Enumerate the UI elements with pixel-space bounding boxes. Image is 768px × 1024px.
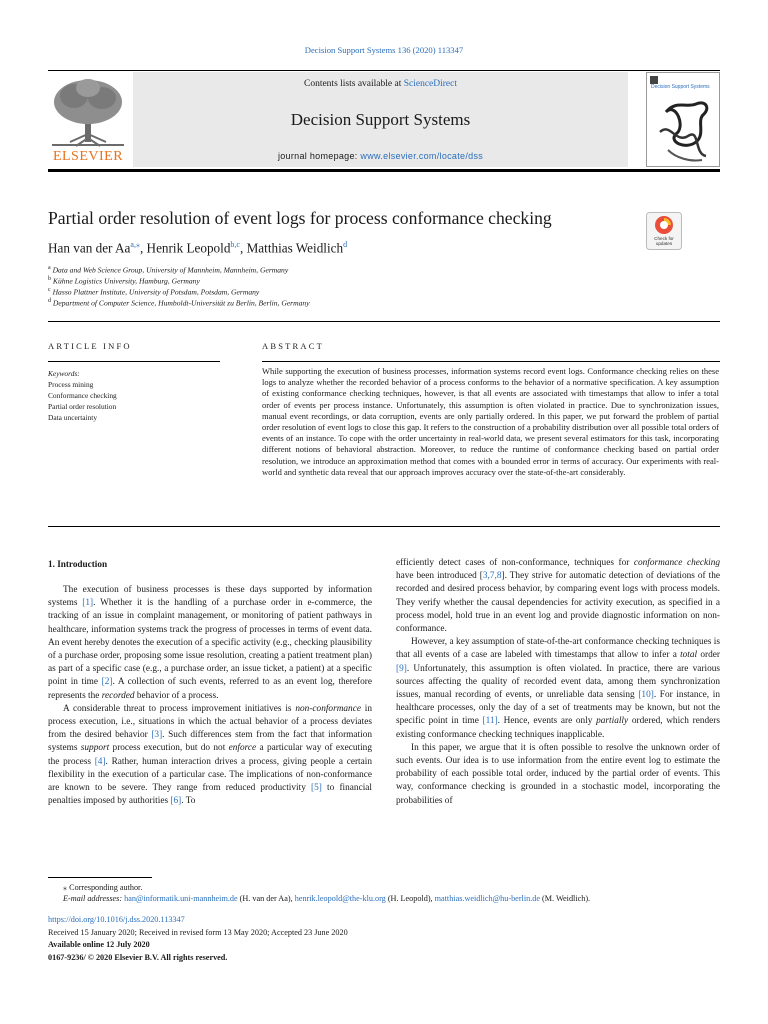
- citation-link[interactable]: [3]: [151, 730, 163, 741]
- citation-link[interactable]: [5]: [311, 783, 322, 794]
- affiliation-mark: b: [48, 276, 51, 282]
- author-affiliation-mark[interactable]: a,⁎: [130, 240, 140, 249]
- header-top-rule: [48, 70, 720, 71]
- affiliation-text: Department of Computer Science, Humboldt-Universität zu Berlin, Berlin, Germany: [52, 298, 310, 308]
- journal-homepage: [133, 151, 628, 161]
- affiliation-mark: a: [48, 265, 51, 271]
- sciencedirect-link[interactable]: ScienceDirect: [403, 79, 457, 89]
- emphasis-text: partially: [596, 716, 629, 727]
- emphasis-text: support: [80, 743, 110, 754]
- copyright-line: 0167-9236/ © 2020 Elsevier B.V. All rights reserved.: [48, 953, 228, 962]
- body-paragraph: A considerable threat to process improvement initiatives is non-conformance in process execution, i.e., situations in which the actual behavior of a process deviates from the desired behavior [3]. Such differences stem from the fact that information systems support process execution, but do not enforce a particular way of executing the process [4]. Rather, human interaction drives a process, giving people a certain flexibility in the execution of a particular case. The implications of non-conformance are known to be severe. They range from reduced productivity [5] to financial penalties imposed by authorities [6]. To: [48, 703, 372, 807]
- received-dates: Received 15 January 2020; Received in revised form 13 May 2020; Accepted 23 June 2020: [48, 928, 348, 937]
- elsevier-wordmark: ELSEVIER: [52, 149, 124, 164]
- emphasis-text: total: [680, 650, 698, 661]
- citation-link[interactable]: [10]: [638, 690, 654, 701]
- author-list: Han van der $Aa^{a,⁎}$, Henrik Leopold$^{b,c}$, Matthias Weidlich$^d$: [48, 240, 348, 256]
- citation-link[interactable]: [4]: [94, 756, 106, 767]
- email-addresses: [63, 894, 590, 903]
- keyword: Process mining: [48, 380, 94, 389]
- cover-title: Decision Support Systems: [651, 84, 710, 90]
- author-affiliation-mark[interactable]: b,c: [230, 240, 240, 249]
- citation-link[interactable]: [9]: [396, 663, 407, 674]
- abstract-text: While supporting the execution of business processes, information systems record event logs. Conformance checking relies on these logs to analyze whether the recorded behavior of a process conforms to the behavior of a normative specification. A key assumption of existing conformance checking techniques, however, is that all events are associated with timestamps that allow to infer a total order of events per process instance. Unfortunately, this assumption is often violated in practice. Due to synchronization issues, manual event recordings, or data corruption, events are only partially ordered. In this paper, we put forward the problem of partial order resolution of event logs to close this gap. It refers to the construction of a probability distribution over all possible total orders of events of an instance. To cope with the order uncertainty in real-world data, we present several estimators for this task, incorporating different notions of behavioral abstraction. Moreover, to reduce the runtime of conformance checking based on partial order resolution, we introduce an approximation method that comes with a bounded error in terms of accuracy. Our experiments with real-world and synthetic data reveal that our approach improves accuracy over the state-of-the-art considerably.: [262, 366, 720, 477]
- footnote-rule: [48, 877, 152, 878]
- keyword: Conformance checking: [48, 391, 117, 400]
- body-column-left: [48, 584, 372, 808]
- available-online: Available online 12 July 2020: [48, 940, 150, 949]
- citation-link[interactable]: [6]: [170, 796, 182, 807]
- homepage-prefix: journal homepage:: [277, 151, 358, 161]
- body-paragraph: In this paper, we argue that it is often possible to resolve the unknown order of such events. Our idea is to use information from the entire event log to estimate the probability of each possible total order, induced by the partial order of events. This way, conformance checking is grounded in a stochastic model, incorporating the probabilities of: [396, 742, 720, 806]
- author-affiliation-mark[interactable]: d: [343, 240, 348, 249]
- article-title: Partial order resolution of event logs for process conformance checking: [48, 208, 552, 228]
- affiliation-mark: c: [48, 287, 51, 293]
- email-owner: (H. Leopold),: [385, 894, 435, 903]
- article-info-rule: [48, 361, 220, 362]
- email-link[interactable]: henrik.leopold@the-klu.org: [294, 894, 386, 903]
- affiliation-text: Hasso Plattner Institute, University of Potsdam, Potsdam, Germany: [52, 287, 260, 297]
- body-paragraph: However, a key assumption of state-of-the-art conformance checking techniques is that all events of a case are labeled with timestamps that allow to infer a total order [9]. Unfortunately, this assumption is often violated. In practice, there are various sources affecting the quality of recorded event data, among them synchronization issues, manual recording of events, or unreliable data sensing [10]. For instance, in healthcare processes, only the day of a set of treatments may be known, but not the specific point in time [11]. Hence, events are only partially ordered, which renders existing conformance checking techniques inapplicable.: [396, 637, 720, 740]
- homepage-link[interactable]: www.elsevier.com/locate/dss: [360, 151, 484, 161]
- abstract-rule: [262, 361, 720, 362]
- citation-link[interactable]: [1]: [82, 598, 94, 609]
- contents-prefix: Contents lists available at: [303, 79, 402, 89]
- journal-name: Decision Support Systems: [290, 110, 471, 129]
- keyword: Partial order resolution: [48, 402, 117, 411]
- email-link[interactable]: han@informatik.uni-mannheim.de: [124, 894, 238, 903]
- emphasis-text: non-conformance: [295, 703, 361, 714]
- abstract-heading: ABSTRACT: [262, 341, 324, 351]
- header-bottom-rule: [48, 169, 720, 172]
- email-link[interactable]: matthias.weidlich@hu-berlin.de: [434, 894, 540, 903]
- affiliation-mark: d: [48, 298, 51, 304]
- citation-link[interactable]: [2]: [101, 677, 113, 688]
- article-info-heading: ARTICLE INFO: [48, 341, 132, 351]
- doi-link[interactable]: https://doi.org/10.1016/j.dss.2020.113347: [48, 915, 185, 924]
- author-name[interactable]: Henrik Leopold: [146, 240, 231, 256]
- emphasis-text: recorded: [101, 690, 135, 701]
- contents-line: [133, 79, 628, 89]
- check-badge-label: Check for updates: [654, 236, 674, 246]
- keywords-label: Keywords:: [48, 369, 80, 378]
- body-paragraph: The execution of business processes is these days supported by information systems [1]. Whether it is the handling of a purchase order in e-commerce, the tracking of an issue in complaint management, or monitoring of patient pathways in healthcare, information systems track the progress of processes in terms of event data. An event hereby denotes the execution of a specific activity (e.g., checking plausibility of a purchase order, proposing some issue resolution, creating a patient treatment plan) as part of a specific case (e.g., a purchase order, an issue ticket, a patient) at a specific point in time [2]. A collection of such events, referred to as an event log, therefore represents the recorded behavior of a process.: [48, 585, 372, 701]
- body-paragraph: efficiently detect cases of non-conformance, techniques for conformance checking have been introduced [3,7,8]. They strive for automatic detection of deviations of the recorded and desired process behavior, by comparing event logs with process models. They verify whether the causal dependencies for activity execution, as specified in a process model, hold true in an event log and provide diagnostic information on non-conformance.: [396, 558, 720, 635]
- corresponding-author-note: ⁎ Corresponding author.: [63, 883, 143, 892]
- affiliation: [48, 287, 259, 297]
- citation-link[interactable]: [11]: [482, 716, 498, 727]
- citation-link[interactable]: 3,7,8: [482, 571, 502, 582]
- author-name[interactable]: Han van der Aa: [48, 240, 131, 256]
- emphasis-text: enforce: [228, 743, 257, 754]
- emphasis-text: conformance checking: [633, 558, 720, 568]
- affiliation: [48, 298, 310, 308]
- journal-reference[interactable]: Decision Support Systems 136 (2020) 113347: [304, 45, 464, 55]
- section-divider: [48, 526, 720, 527]
- affiliation: [48, 265, 288, 275]
- author-name[interactable]: Matthias Weidlich: [246, 240, 344, 256]
- section-heading-introduction: 1. Introduction: [48, 559, 108, 569]
- section-divider: [48, 321, 720, 322]
- affiliation-text: Data and Web Science Group, University of Mannheim, Mannheim, Germany: [52, 265, 289, 275]
- keyword: Data uncertainty: [48, 413, 98, 422]
- email-owner: (H. van der Aa),: [237, 894, 295, 903]
- affiliation-text: Kühne Logistics University, Hamburg, Germany: [52, 276, 200, 286]
- email-label: E-mail addresses:: [63, 894, 123, 903]
- email-owner: (M. Weidlich).: [539, 894, 591, 903]
- affiliation: [48, 276, 200, 286]
- body-column-right: [396, 557, 720, 808]
